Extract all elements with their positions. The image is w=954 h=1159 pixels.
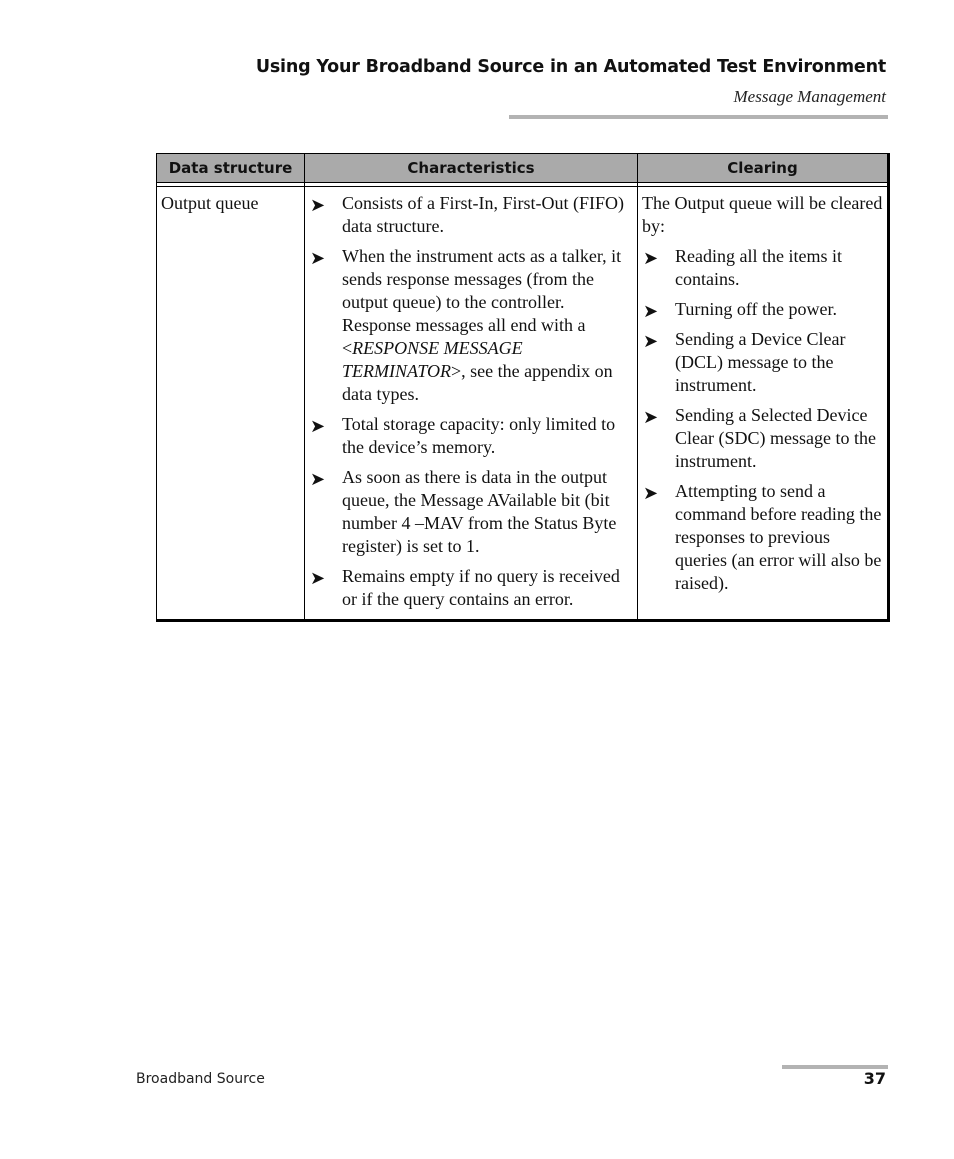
list-item: ➤ Attempting to send a command before reading the responses to previous queries (an error will also be raised). <box>643 481 882 593</box>
clearing-intro: The Output queue will be cleared by: <box>642 193 883 236</box>
table-row <box>157 187 889 621</box>
page-header-subtitle: Message Management <box>733 87 886 106</box>
arrowhead-bullet-icon: ➤ <box>643 483 659 504</box>
clearing-cell <box>638 187 889 621</box>
table-header-row <box>157 154 889 183</box>
output-queue-table <box>156 153 890 622</box>
list-item: ➤ Sending a Selected Device Clear (SDC) message to the instrument. <box>643 405 876 471</box>
data-structure-cell: Output queue <box>157 187 305 621</box>
list-item: ➤ When the instrument acts as a talker, it sends response messages (from the output queue) to the controller. Response messages all end with a <RESPONSE MESSAGE TERMINATOR>, see the appendix on data types. <box>310 246 622 404</box>
terminator-emphasis: RESPONSE MESSAGE TERMINATOR <box>342 338 523 381</box>
list-item: ➤ Consists of a First-In, First-Out (FIFO) data structure. <box>310 193 625 236</box>
column-header-data-structure: Data structure <box>157 154 305 183</box>
arrowhead-bullet-icon: ➤ <box>643 407 659 428</box>
arrowhead-bullet-icon: ➤ <box>643 248 659 269</box>
column-header-characteristics: Characteristics <box>305 154 638 183</box>
arrowhead-bullet-icon: ➤ <box>643 331 659 352</box>
list-item: ➤ As soon as there is data in the output queue, the Message AVailable bit (bit number 4 –MAV from the Status Byte register) is set to 1. <box>310 467 617 556</box>
arrowhead-bullet-icon: ➤ <box>310 195 326 216</box>
page-header-title: Using Your Broadband Source in an Automated Test Environment <box>255 57 886 77</box>
arrowhead-bullet-icon: ➤ <box>310 568 326 589</box>
footer-product-name: Broadband Source <box>136 1071 265 1087</box>
arrowhead-bullet-icon: ➤ <box>310 416 326 437</box>
list-item: ➤ Remains empty if no query is received or if the query contains an error. <box>310 566 620 609</box>
list-item: ➤ Turning off the power. <box>643 299 837 322</box>
characteristics-list <box>309 192 633 611</box>
column-header-clearing: Clearing <box>638 154 889 183</box>
header-rule <box>509 115 888 119</box>
characteristics-cell <box>305 187 638 621</box>
list-item: ➤ Total storage capacity: only limited to the device’s memory. <box>310 414 616 457</box>
list-item: ➤ Sending a Device Clear (DCL) message to the instrument. <box>643 329 846 395</box>
page-number: 37 <box>863 1069 886 1088</box>
arrowhead-bullet-icon: ➤ <box>310 469 326 490</box>
arrowhead-bullet-icon: ➤ <box>643 301 659 322</box>
list-item: ➤ Reading all the items it contains. <box>643 246 842 289</box>
arrowhead-bullet-icon: ➤ <box>310 248 326 269</box>
clearing-list <box>642 245 883 595</box>
